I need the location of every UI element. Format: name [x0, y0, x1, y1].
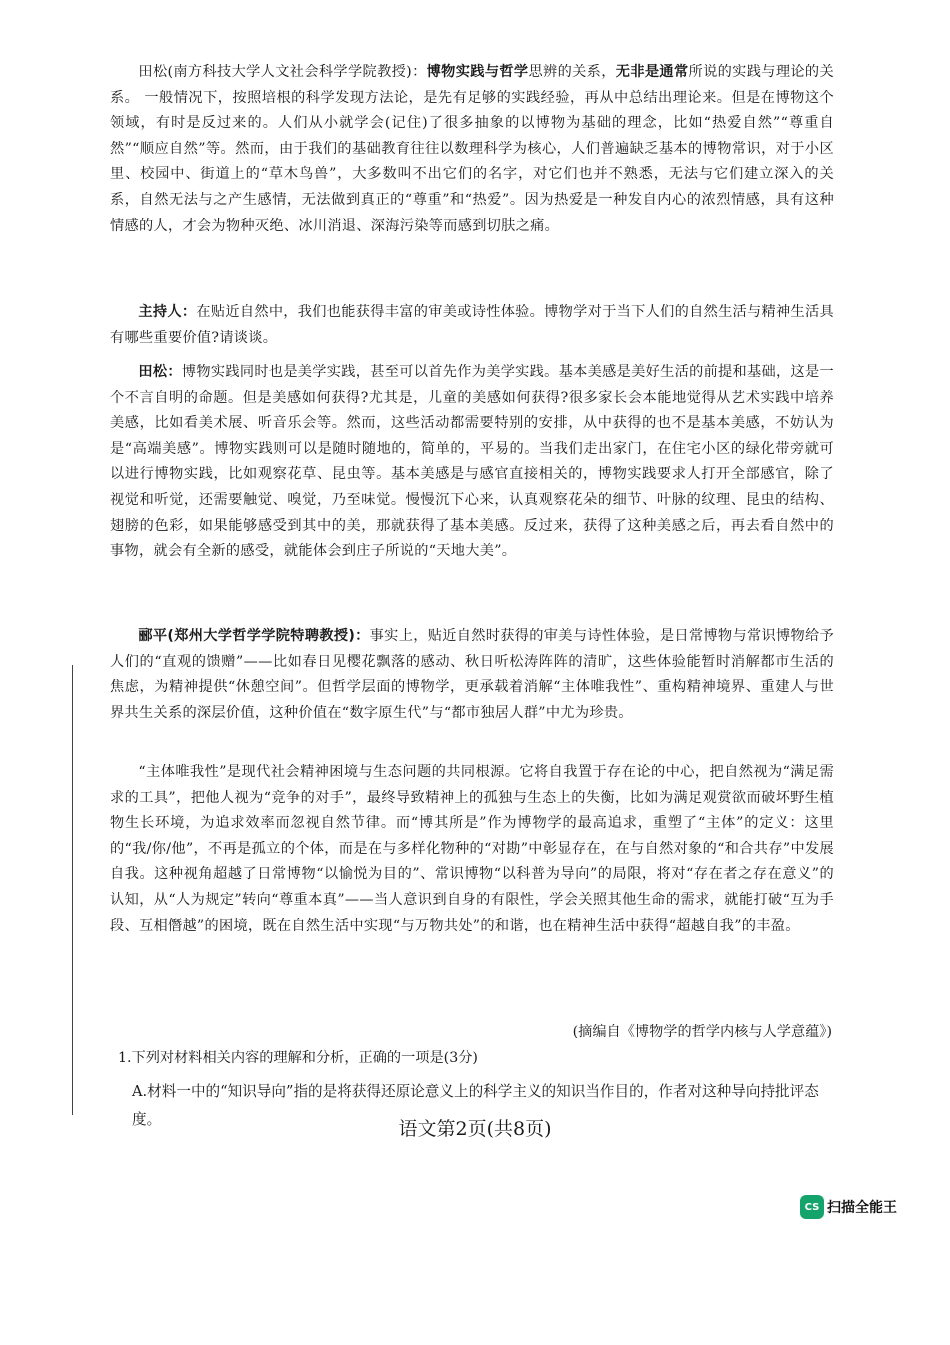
camscanner-logo-icon: CS — [800, 1195, 824, 1219]
speaker-label: 郦平(郑州大学哲学学院特聘教授)： — [138, 628, 370, 644]
speaker-intro: 田松(南方科技大学人文社会科学学院教授)： — [138, 64, 427, 80]
speaker-label: 主持人： — [138, 304, 197, 320]
body-text: “主体唯我性”是现代社会精神困境与生态问题的共同根源。它将自我置于存在论的中心，把自然视为“满足需求的工具”，把他人视为“竞争的对手”，最终导致精神上的孤独与生态上的失衡，比如为满足观赏欲而破坏野生植物生长环境，为追求效率而忽视自然节律。而“博其所是”作为博物学的最高追求，重塑了“主体”的定义：这里的“我/你/他”，不再是孤立的个体，而是在与多样化物种的“对勘”中彰显存在，在与自然对象的“和合共存”中发展自我。这种视角超越了日常博物“以愉悦为目的”、常识博物“以科普为导向”的局限，将对“存在者之存在意义”的认知，从“人为规定”转向“尊重本真”——当人意识到自身的有限性，学会关照其他生命的需求，就能打破“互为手段、互相僭越”的困境，既在自然生活中实现“与万物共处”的和谐，也在精神生活中获得“超越自我”的丰盈。 — [110, 764, 834, 934]
paragraph-host — [110, 300, 834, 351]
emphasis-text: 无非是通常 — [615, 64, 689, 80]
question-1: 1.下列对材料相关内容的理解和分析，正确的一项是(3分) — [118, 1050, 478, 1066]
option-a: A.材料一中的“知识导向”指的是将获得还原论意义上的科学主义的知识当作目的，作者对这种导向持批评态度。 — [132, 1083, 819, 1128]
page-footer: 语文第2页(共8页) — [398, 1118, 552, 1140]
body-text: 所说的实践与理论的关系。 一般情况下，按照培根的科学发现方法论，是先有足够的实践经验，再从中总结出理论来。但是在博物这个领域，有时是反过来的。人们从小就学会(记住)了很多抽象的以博物为基础的理念，比如“热爱自然”“尊重自然”“顺应自然”等。然而，由于我们的基础教育往往以数理科学为核心，人们普遍缺乏基本的博物常识，对于小区里、校园中、街道上的“草木鸟兽”，大多数叫不出它们的名字，对它们也并不熟悉，无法与它们建立深入的关系，自然无法与之产生感情，无法做到真正的“尊重”和“热爱”。因为热爱是一种发自内心的浓烈情感，具有这种情感的人，才会为物种灭绝、冰川消退、深海污染等而感到切肤之痛。 — [110, 64, 834, 234]
body-text: 博物实践同时也是美学实践，甚至可以首先作为美学实践。基本美感是美好生活的前提和基础，这是一个不言自明的命题。但是美感如何获得?尤其是，儿童的美感如何获得?很多家长会本能地觉得从艺术实践中培养美感，比如看美术展、听音乐会等。然而，这些活动都需要特别的安排，从中获得的也不是基本美感，不妨认为是“高端美感”。博物实践则可以是随时随地的，简单的，平易的。当我们走出家门，在住宅小区的绿化带旁就可以进行博物实践，比如观察花草、昆虫等。基本美感是与感官直接相关的，博物实践要求人打开全部感官，除了视觉和听觉，还需要触觉、嗅觉，乃至味觉。慢慢沉下心来，认真观察花朵的细节、叶脉的纹理、昆虫的结构、翅膀的色彩，如果能够感受到其中的美，那就获得了基本美感。反过来，获得了这种美感之后，再去看自然中的事物，就会有全新的感受，就能体会到庄子所说的“天地大美”。 — [110, 364, 834, 560]
scanner-watermark — [800, 1192, 897, 1222]
paragraph-li-ping — [110, 624, 834, 726]
binding-margin-line — [72, 665, 73, 1115]
paragraph-tian-song-2 — [110, 360, 834, 565]
paragraph-subjectivity — [110, 760, 834, 939]
body-text: 在贴近自然中，我们也能获得丰富的审美或诗性体验。博物学对于当下人们的自然生活与精神生活具有哪些重要价值?请谈谈。 — [110, 304, 834, 346]
source-citation: (摘编自《博物学的哲学内核与人学意蕴》) — [572, 1024, 832, 1040]
emphasis-text: 博物实践与哲学 — [426, 64, 529, 80]
paragraph-tian-song-1 — [110, 60, 834, 239]
body-text: 事实上，贴近自然时获得的审美与诗性体验，是日常博物与常识博物给予人们的“直观的馈赠”——比如春日见樱花飘落的感动、秋日听松涛阵阵的清旷，这些体验能暂时消解都市生活的焦虑，为精神提供“休憩空间”。但哲学层面的博物学，更承载着消解“主体唯我性”、重构精神境界、重建人与世界共生关系的深层价值，这种价值在“数字原生代”与“都市独居人群”中尤为珍贵。 — [110, 628, 834, 721]
watermark-label: 扫描全能王 — [827, 1200, 897, 1216]
speaker-label: 田松： — [138, 364, 182, 380]
body-text: 思辨的关系， — [528, 64, 616, 80]
